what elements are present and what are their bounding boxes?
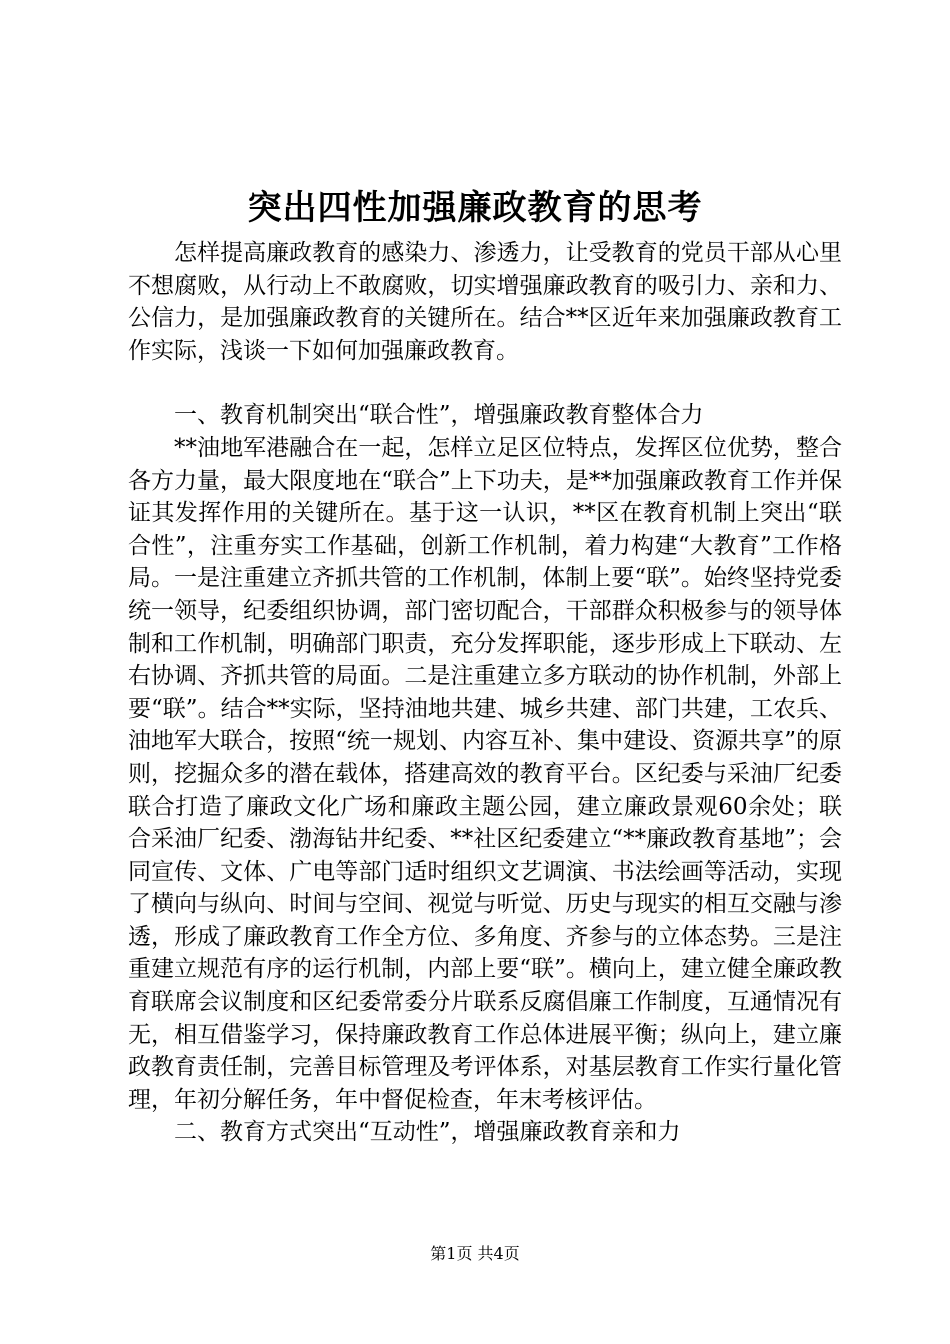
document-body <box>128 237 842 1149</box>
section-1-paragraph: **油地军港融合在一起，怎样立足区位特点，发挥区位优势，整合各方力量，最大限度地在“联合”上下功夫，是**加强廉政教育工作并保证其发挥作用的关键所在。基于这一认识，**区在教育机制上突出“联合性”，注重夯实工作基础，创新工作机制，着力构建“大教育”工作格局。一是注重建立齐抓共管的工作机制，体制上要“联”。始终坚持党委统一领导，纪委组织协调，部门密切配合，干部群众积极参与的领导体制和工作机制，明确部门职责，充分发挥职能，逐步形成上下联动、左右协调、齐抓共管的局面。二是注重建立多方联动的协作机制，外部上要“联”。结合**实际，坚持油地共建、城乡共建、部门共建，工农兵、油地军大联合，按照“统一规划、内容互补、集中建设、资源共享”的原则，挖掘众多的潜在载体，搭建高效的教育平台。区纪委与采油厂纪委联合打造了廉政文化广场和廉政主题公园，建立廉政景观60余处；联合采油厂纪委、渤海钻井纪委、**社区纪委建立“**廉政教育基地”；会同宣传、文体、广电等部门适时组织文艺调演、书法绘画等活动，实现了横向与纵向、时间与空间、视觉与听觉、历史与现实的相互交融与渗透，形成了廉政教育工作全方位、多角度、齐参与的立体态势。三是注重建立规范有序的运行机制，内部上要“联”。横向上，建立健全廉政教育联席会议制度和区纪委常委分片联系反腐倡廉工作制度，互通情况有无，相互借鉴学习，保持廉政教育工作总体进展平衡；纵向上，建立廉政教育责任制，完善目标管理及考评体系，对基层教育工作实行量化管理，年初分解任务，年中督促检查，年末考核评估。 <box>128 434 842 1113</box>
page-footer: 第1页 共4页 <box>430 1244 520 1263</box>
intro-paragraph: 怎样提高廉政教育的感染力、渗透力，让受教育的党员干部从心里不想腐败，从行动上不敢腐败，切实增强廉政教育的吸引力、亲和力、公信力，是加强廉政教育的关键所在。结合**区近年来加强廉政教育工作实际，浅谈一下如何加强廉政教育。 <box>128 240 842 364</box>
section-2-heading: 二、教育方式突出“互动性”，增强廉政教育亲和力 <box>174 1119 681 1146</box>
section-1-heading: 一、教育机制突出“联合性”，增强廉政教育整体合力 <box>174 402 704 429</box>
document-title: 突出四性加强廉政教育的思考 <box>247 188 703 228</box>
